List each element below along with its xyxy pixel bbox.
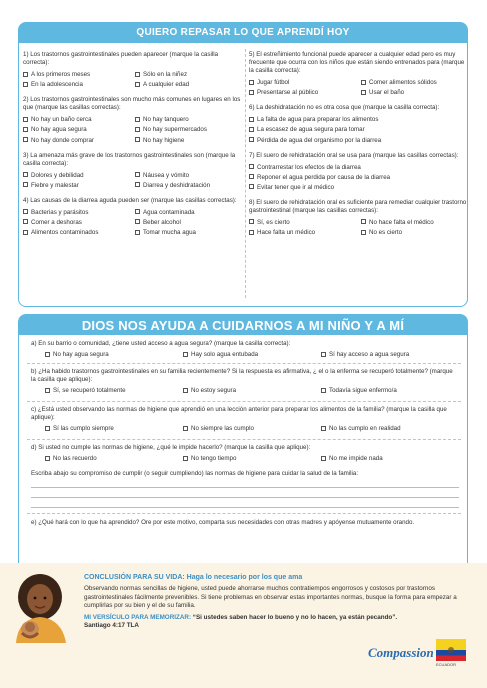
checkbox-option[interactable]: [249, 116, 469, 124]
option-label: Usar el baño: [369, 89, 405, 97]
option-label: En la adolescencia: [31, 81, 83, 89]
option-label: Beber alcohol: [143, 218, 181, 226]
checkbox-icon[interactable]: [135, 219, 140, 224]
checkbox-option[interactable]: [135, 71, 243, 79]
checkbox-option[interactable]: [249, 219, 357, 227]
checkbox-icon[interactable]: [23, 137, 28, 142]
checkbox-icon[interactable]: [23, 209, 28, 214]
reflection-title: DIOS NOS AYUDA A CUIDARNOS A MI NIÑO Y A MÍ: [19, 315, 467, 335]
question-options: [23, 172, 243, 190]
right-questions: [249, 51, 469, 244]
checkbox-icon[interactable]: [361, 80, 366, 85]
question-text: a) En su barrio o comunidad, ¿tiene usted acceso a agua segura? (marque la casilla correcta):: [31, 340, 291, 347]
separator: [27, 513, 461, 514]
question-text: 4) Las causas de la diarrea aguda pueden ser (marque las casillas correctas):: [23, 196, 237, 204]
review-question: [23, 96, 243, 144]
checkbox-icon[interactable]: [135, 72, 140, 77]
question-d: [31, 444, 459, 463]
question-text: 7) El suero de rehidratación oral se usa para (marque las casillas correctas):: [249, 151, 459, 159]
checkbox-icon[interactable]: [23, 219, 28, 224]
checkbox-option[interactable]: [135, 116, 243, 124]
commitment-block: [31, 470, 459, 508]
checkbox-icon[interactable]: [45, 352, 50, 357]
checkbox-option[interactable]: [135, 137, 243, 145]
question-text: 1) Los trastornos gastrointestinales pueden aparecer (marque la casilla correcta):: [23, 51, 219, 67]
checkbox-option[interactable]: No hay agua segura: [45, 351, 183, 359]
review-question: [249, 104, 469, 144]
checkbox-icon[interactable]: [183, 352, 188, 357]
checkbox-icon[interactable]: [23, 182, 28, 187]
checkbox-option[interactable]: [361, 219, 469, 227]
checkbox-icon[interactable]: [249, 174, 254, 179]
checkbox-icon[interactable]: [135, 127, 140, 132]
question-options: [23, 71, 243, 89]
checkbox-icon[interactable]: [183, 426, 188, 431]
option-label: Jugar fútbol: [257, 79, 290, 87]
question-options: [23, 209, 243, 237]
checkbox-icon[interactable]: [23, 172, 28, 177]
review-question: [249, 152, 469, 192]
checkbox-icon[interactable]: [23, 127, 28, 132]
question-text: b) ¿Ha habido trastornos gastrointestinales en su familia recientemente? Si la respuesta es afirmativa, ¿ el o la enferma se recuperó totalmente? (marque la casilla que aplique):: [31, 368, 453, 384]
checkbox-option[interactable]: [361, 229, 469, 237]
checkbox-option[interactable]: [249, 184, 469, 192]
checkbox-icon[interactable]: [249, 164, 254, 169]
checkbox-option[interactable]: [135, 172, 243, 180]
checkbox-option[interactable]: Hay solo agua entubada: [183, 351, 321, 359]
checkbox-option[interactable]: [23, 182, 131, 190]
option-label: A cualquier edad: [143, 81, 190, 89]
checkbox-icon[interactable]: [23, 82, 28, 87]
option-label: Comer a deshoras: [31, 218, 82, 226]
conclusion-body: Observando normas sencillas de higiene, usted puede ahorrarse muchos contratiempos engorrosos y costosos por trastornos gastrointestinales fácilmente prevenibles. Si tiene problemas en observar estas importantes normas, busque la forma para empezar a cumplirlas por su bien y el de su familia.: [84, 585, 457, 610]
checkbox-icon[interactable]: [135, 209, 140, 214]
write-line[interactable]: [31, 487, 459, 488]
column-divider: [245, 49, 246, 298]
checkbox-option[interactable]: [135, 81, 243, 89]
checkbox-option[interactable]: [23, 209, 131, 217]
option-label: Sólo en la niñez: [143, 71, 188, 79]
checkbox-option[interactable]: [249, 164, 469, 172]
checkbox-icon[interactable]: [249, 230, 254, 235]
left-questions: [23, 51, 243, 244]
option-label: La falta de agua para preparar los alimentos: [257, 116, 379, 124]
question-text: 3) La amenaza más grave de los trastornos gastrointestinales son (marque la casilla correcta):: [23, 151, 236, 167]
option-label: No hay tanquero: [143, 116, 189, 124]
checkbox-option[interactable]: [23, 137, 131, 145]
question-options: [31, 455, 459, 463]
checkbox-icon[interactable]: [361, 230, 366, 235]
question-options: [23, 116, 243, 144]
option-label: Evitar tener que ir al médico: [257, 183, 335, 191]
checkbox-icon[interactable]: [135, 117, 140, 122]
conclusion-text: [84, 573, 470, 631]
checkbox-option[interactable]: [249, 174, 469, 182]
checkbox-icon[interactable]: [361, 219, 366, 224]
question-text: 5) El estreñimiento funcional puede aparecer a cualquier edad pero es muy frecuente que ocurra con los niños que están siendo entrenados para (marque la casilla correcta):: [249, 51, 465, 75]
checkbox-icon[interactable]: [135, 230, 140, 235]
checkbox-option[interactable]: [23, 172, 131, 180]
checkbox-option[interactable]: [23, 116, 131, 124]
question-a: [31, 340, 459, 359]
option-label: Comer alimentos sólidos: [369, 79, 437, 87]
option-label: Tomar mucha agua: [143, 229, 196, 236]
option-label: Agua contaminada: [143, 208, 195, 216]
checkbox-option[interactable]: [23, 126, 131, 134]
checkbox-option[interactable]: [249, 89, 357, 97]
review-question: [23, 197, 243, 237]
checkbox-icon[interactable]: [135, 82, 140, 87]
flag-label: ECUADOR: [436, 662, 457, 667]
question-options: [249, 164, 469, 192]
option-label: No es cierto: [369, 229, 403, 236]
checkbox-option[interactable]: [23, 81, 131, 89]
checkbox-option[interactable]: [361, 79, 469, 87]
checkbox-icon[interactable]: [249, 117, 254, 122]
question-options: [31, 387, 459, 395]
checkbox-icon[interactable]: [321, 456, 326, 461]
checkbox-icon[interactable]: [321, 388, 326, 393]
checkbox-icon[interactable]: [23, 230, 28, 235]
question-e: [31, 519, 459, 530]
review-panel: [18, 22, 468, 307]
verse-text: “Si ustedes saben hacer lo bueno y no lo hacen, ya están pecando”.: [192, 613, 398, 621]
checkbox-icon[interactable]: [45, 456, 50, 461]
checkbox-icon[interactable]: [249, 90, 254, 95]
checkbox-option[interactable]: [23, 219, 131, 227]
mother-child-illustration: [8, 571, 76, 643]
review-question: [249, 199, 469, 237]
option-label: Contrarrestar los efectos de la diarrea: [257, 163, 361, 171]
checkbox-option[interactable]: [249, 79, 357, 87]
checkbox-option[interactable]: [135, 229, 243, 237]
checkbox-icon[interactable]: [249, 137, 254, 142]
checkbox-icon[interactable]: [249, 219, 254, 224]
checkbox-icon[interactable]: [135, 182, 140, 187]
memory-verse: [84, 614, 470, 631]
checkbox-icon[interactable]: [249, 184, 254, 189]
question-options: [249, 116, 469, 144]
checkbox-option[interactable]: No me impide nada: [321, 455, 459, 463]
checkbox-option[interactable]: [23, 229, 131, 237]
question-options: [249, 219, 469, 237]
option-label: Dolores y debilidad: [31, 171, 84, 179]
question-options: [31, 351, 459, 359]
option-label: Fiebre y malestar: [31, 181, 79, 189]
question-text: c) ¿Está usted observando las normas de higiene que aprendió en una lección anterior para preparar los alimentos de la familia? (marque la casilla que aplique):: [31, 406, 447, 422]
question-text: 8) El suero de rehidratación oral es suficiente para remediar cualquier trastorno gastrointestinal (marque las casillas correctas):: [249, 198, 467, 214]
compassion-logo: Compassion: [368, 645, 434, 660]
question-text: d) Si usted no cumple las normas de higiene, ¿qué le impide hacerlo? (marque la casilla que aplique):: [31, 444, 311, 451]
write-line[interactable]: [31, 507, 459, 508]
checkbox-icon[interactable]: [321, 352, 326, 357]
option-label: No hay higiene: [143, 136, 185, 144]
checkbox-option[interactable]: No siempre las cumplo: [183, 425, 321, 433]
option-label: Náusea y vómito: [143, 171, 190, 179]
checkbox-option[interactable]: No tengo tiempo: [183, 455, 321, 463]
checkbox-icon[interactable]: [183, 456, 188, 461]
option-label: No hace falta el médico: [369, 218, 434, 226]
separator: [27, 439, 461, 440]
verse-reference: Santiago 4:17 TLA: [84, 622, 139, 630]
separator: [27, 401, 461, 402]
question-text: 2) Los trastornos gastrointestinales son mucho más comunes en lugares en los que (marque las casillas correctas):: [23, 96, 241, 112]
checkbox-option[interactable]: No las recuerdo: [45, 455, 183, 463]
checkbox-option[interactable]: [361, 89, 469, 97]
checkbox-icon[interactable]: [183, 388, 188, 393]
checkbox-icon[interactable]: [321, 426, 326, 431]
option-label: Alimentos contaminados: [31, 229, 99, 236]
checkbox-icon[interactable]: [23, 72, 28, 77]
review-question: [23, 51, 243, 89]
checkbox-option[interactable]: Sí hay acceso a agua segura: [321, 351, 459, 359]
checkbox-option[interactable]: [135, 209, 243, 217]
checkbox-option[interactable]: No las cumplo en realidad: [321, 425, 459, 433]
checkbox-option[interactable]: [249, 229, 357, 237]
checkbox-option[interactable]: Sí las cumplo siempre: [45, 425, 183, 433]
question-options: [249, 79, 469, 97]
checkbox-option[interactable]: [135, 126, 243, 134]
commitment-prompt: Escriba abajo su compromiso de cumplir (o seguir cumpliendo) las normas de higiene para cuidar la salud de la familia:: [31, 470, 359, 477]
review-question: [249, 51, 469, 97]
conclusion-footer: [0, 563, 487, 688]
option-label: Presentarse al público: [257, 89, 319, 97]
checkbox-icon[interactable]: [45, 388, 50, 393]
option-label: No hay agua segura: [31, 126, 87, 134]
option-label: La escasez de agua segura para tomar: [257, 126, 365, 134]
checkbox-icon[interactable]: [361, 90, 366, 95]
option-label: No hay un baño cerca: [31, 116, 92, 124]
checkbox-option[interactable]: [249, 126, 469, 134]
separator: [27, 363, 461, 364]
checkbox-option[interactable]: [23, 71, 131, 79]
question-options: [31, 425, 459, 433]
checkbox-option[interactable]: Todavía sigue enfermo/a: [321, 387, 459, 395]
review-question: [23, 152, 243, 190]
option-label: Diarrea y deshidratación: [143, 181, 211, 189]
question-text: 6) La deshidratación no es otra cosa que (marque la casilla correcta):: [249, 104, 440, 112]
question-text: e) ¿Qué hará con lo que ha aprendido? Ore por este motivo, comparta sus necesidades con otras madres y apóyense mutuamente orando.: [31, 519, 415, 526]
question-b: [31, 368, 459, 395]
checkbox-icon[interactable]: [249, 80, 254, 85]
option-label: A los primeros meses: [31, 71, 91, 79]
verse-label: MI VERSÍCULO PARA MEMORIZAR:: [84, 613, 192, 621]
option-label: Pérdida de agua del organismo por la diarrea: [257, 136, 382, 144]
option-label: Reponer el agua perdida por causa de la diarrea: [257, 173, 391, 181]
option-label: No hay supermercados: [143, 126, 207, 134]
question-c: [31, 406, 459, 433]
checkbox-icon[interactable]: [45, 426, 50, 431]
checkbox-option[interactable]: [135, 182, 243, 190]
option-label: Hace falta un médico: [257, 229, 316, 236]
checkbox-icon[interactable]: [23, 117, 28, 122]
checkbox-option[interactable]: No estoy segura: [183, 387, 321, 395]
checkbox-option[interactable]: Sí, se recuperó totalmente: [45, 387, 183, 395]
checkbox-option[interactable]: [135, 219, 243, 227]
write-line[interactable]: [31, 497, 459, 498]
option-label: Bacterias y parásitos: [31, 208, 89, 216]
option-label: Sí, es cierto: [257, 218, 290, 226]
checkbox-option[interactable]: [249, 137, 469, 145]
checkbox-icon[interactable]: [249, 127, 254, 132]
checkbox-icon[interactable]: [135, 172, 140, 177]
option-label: No hay donde comprar: [31, 136, 94, 144]
ecuador-flag-icon: [436, 639, 466, 661]
conclusion-title: CONCLUSIÓN PARA SU VIDA: Haga lo necesario por los que ama: [84, 574, 303, 581]
review-title: QUIERO REPASAR LO QUE APRENDÍ HOY: [19, 23, 467, 43]
checkbox-icon[interactable]: [135, 137, 140, 142]
